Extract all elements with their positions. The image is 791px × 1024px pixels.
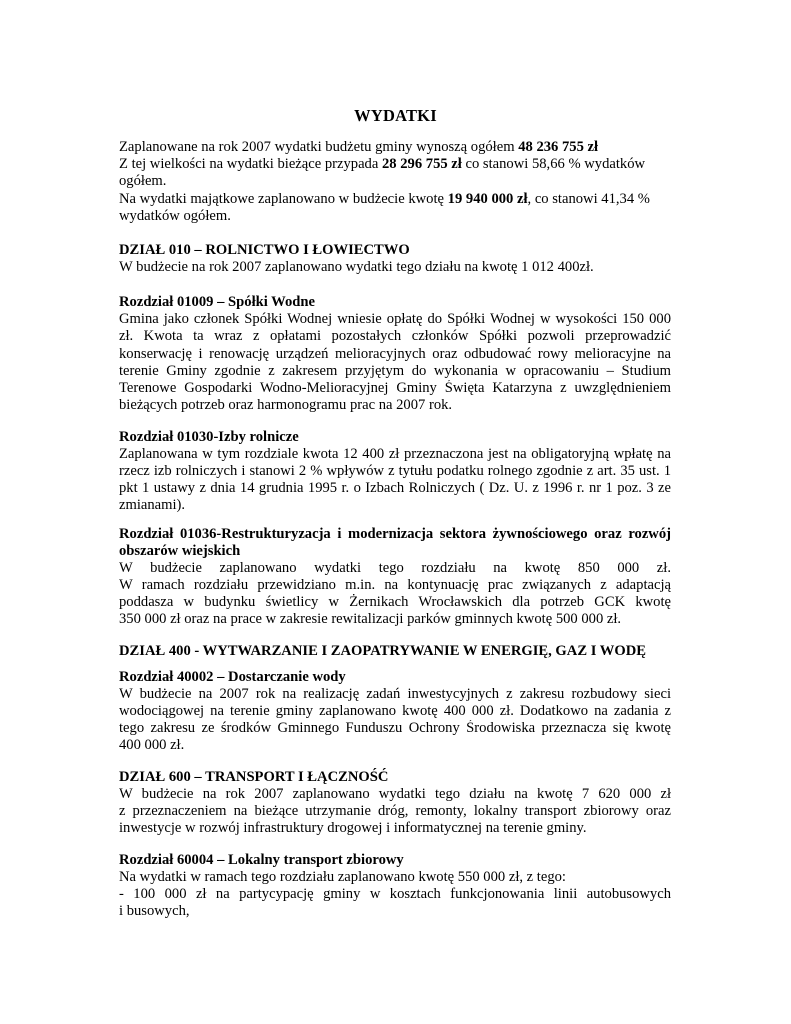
paragraph-line: W budżecie na rok 2007 zaplanowano wydatki tego działu na kwotę 7 620 000 zł (119, 786, 671, 802)
list-item: - 100 000 zł na partycypację gminy w kosztach funkcjonowania linii autobusowych (119, 886, 671, 902)
paragraph-line: 350 000 zł oraz na prace w zakresie rewitalizacji parków gminnych kwotę 500 000 zł. (119, 611, 622, 627)
total-amount: 48 236 755 zł (518, 139, 599, 155)
paragraph-line: konserwację i renowację urządzeń melioracyjnych oraz odbudować rowy melioracyjne na (119, 346, 671, 362)
list-item-cont: i busowych, (119, 903, 190, 919)
paragraph-line: poddasza w budynku świetlicy w Żernikach Wrocławskich dla potrzeb GCK kwotę (119, 594, 671, 610)
intro-text: Zaplanowane na rok 2007 wydatki budżetu gminy wynoszą ogółem (119, 139, 519, 155)
paragraph-line: W budżecie zaplanowano wydatki tego rozdziału na kwotę 850 000 zł. (119, 560, 671, 576)
page-title: WYDATKI (354, 106, 437, 125)
intro-text: co stanowi 58,66 % wydatków (461, 156, 646, 172)
paragraph-line: Terenowe Gospodarki Wodno-Melioracyjnej Gminy Święta Katarzyna z uwzględnieniem (119, 380, 671, 396)
paragraph-line: zł. Kwota ta wraz z opłatami pozostałych członków Spółki pozwoli przeprowadzić (119, 328, 671, 344)
chapter-heading-40002: Rozdział 40002 – Dostarczanie wody (119, 669, 346, 685)
intro-line-3: ogółem. (119, 173, 167, 189)
intro-line-2 (119, 156, 645, 173)
paragraph-line: inwestycje w rozwój infrastruktury drogowej i informatycznej na terenie gminy. (119, 820, 587, 836)
chapter-heading-60004: Rozdział 60004 – Lokalny transport zbiorowy (119, 852, 404, 868)
paragraph-line: wodociągowej na terenie gminy zaplanowano kwotę 400 000 zł. Dodatkowo na zadania z (119, 703, 671, 719)
paragraph-line: Zaplanowana w tym rozdziale kwota 12 400 zł przeznaczona jest na obligatoryjną wpłatę na (119, 446, 671, 462)
intro-line-5: wydatków ogółem. (119, 208, 231, 224)
capital-amount: 19 940 000 zł (447, 191, 528, 207)
paragraph-line: Gmina jako członek Spółki Wodnej wniesie opłatę do Spółki Wodnej w wysokości 150 000 (119, 311, 671, 327)
paragraph-line: bieżących potrzeb oraz harmonogramu prac na 2007 rok. (119, 397, 453, 413)
paragraph-line: 400 000 zł. (119, 737, 185, 753)
current-amount: 28 296 755 zł (381, 156, 462, 172)
intro-line-1 (119, 139, 598, 156)
chapter-heading-01036: Rozdział 01036-Restrukturyzacja i modernizacja sektora żywnościowego oraz rozwój (119, 526, 671, 542)
paragraph-line: W budżecie na 2007 rok na realizację zadań inwestycyjnych z zakresu rozbudowy sieci (119, 686, 671, 702)
paragraph-line: W ramach rozdziału przewidziano m.in. na kontynuację prac związanych z adaptacją (119, 577, 671, 593)
section-heading-010: DZIAŁ 010 – ROLNICTWO I ŁOWIECTWO (119, 242, 410, 258)
section-text-010: W budżecie na rok 2007 zaplanowano wydatki tego działu na kwotę 1 012 400zł. (119, 259, 594, 275)
intro-text: , co stanowi 41,34 % (527, 191, 650, 207)
chapter-heading-01009: Rozdział 01009 – Spółki Wodne (119, 294, 315, 310)
intro-line-4 (119, 191, 650, 208)
paragraph-line: pkt 1 ustawy z dnia 14 grudnia 1995 r. o Izbach Rolniczych ( Dz. U. z 1996 r. nr 1 poz. 3 ze (119, 480, 671, 496)
paragraph-line: tego zakresu ze środków Gminnego Funduszu Ochrony Środowiska przeznacza się kwotę (119, 720, 671, 736)
chapter-heading-01030: Rozdział 01030-Izby rolnicze (119, 429, 299, 445)
section-heading-400: DZIAŁ 400 - WYTWARZANIE I ZAOPATRYWANIE W ENERGIĘ, GAZ I WODĘ (119, 643, 646, 659)
intro-text: Z tej wielkości na wydatki bieżące przypada (119, 156, 382, 172)
intro-text: Na wydatki majątkowe zaplanowano w budżecie kwotę (119, 191, 448, 207)
paragraph-line: zmianami). (119, 497, 186, 513)
paragraph-line: terenie Gminy zgodnie z zakresem przyjętym do wykonania w opracowaniu – Studium (119, 363, 671, 379)
section-heading-600: DZIAŁ 600 – TRANSPORT I ŁĄCZNOŚĆ (119, 769, 389, 785)
paragraph-line: Na wydatki w ramach tego rozdziału zaplanowano kwotę 550 000 zł, z tego: (119, 869, 566, 885)
chapter-heading-01036-cont: obszarów wiejskich (119, 543, 241, 559)
paragraph-line: rzecz izb rolniczych i stanowi 2 % wpływów z tytułu podatku rolnego zgodnie z art. 35 ust. 1 (119, 463, 671, 479)
paragraph-line: z przeznaczeniem na bieżące utrzymanie dróg, remonty, lokalny transport zbiorowy oraz (119, 803, 671, 819)
